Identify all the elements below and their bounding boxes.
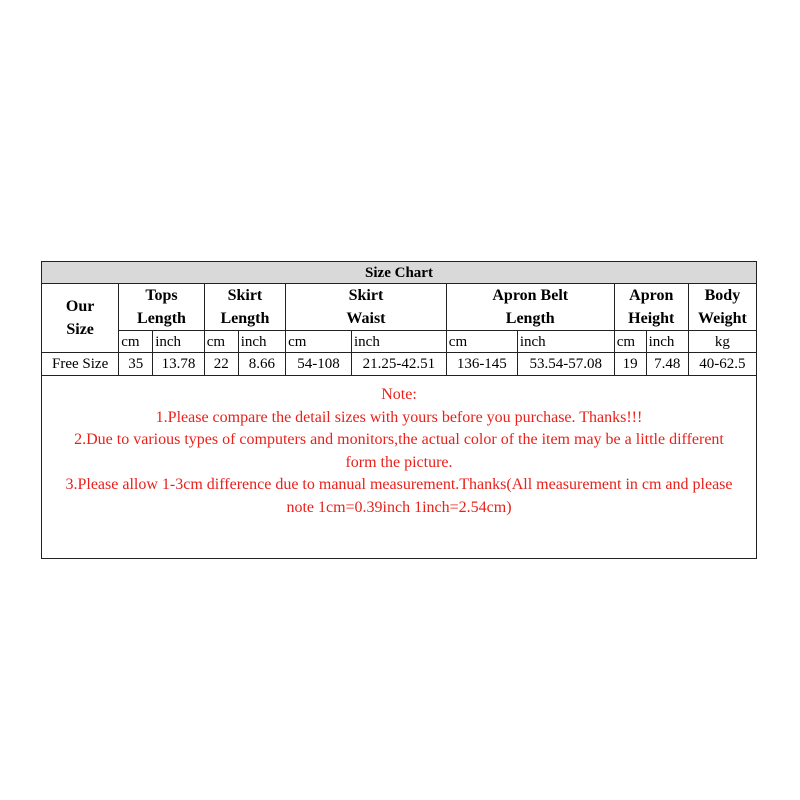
cell-skirt-waist-inch: 21.25-42.51 [352,353,447,376]
header-body-weight-line1: Body [704,287,741,304]
unit-inch: inch [238,331,285,353]
note-line-2: 2.Due to various types of computers and monitors,the actual color of the item may be a little different [74,431,724,449]
unit-cm: cm [204,331,238,353]
unit-kg: kg [688,331,756,353]
cell-skirt-waist-cm: 54-108 [286,353,352,376]
cell-body-weight-kg: 40-62.5 [688,353,756,376]
cell-tops-cm: 35 [119,353,153,376]
cell-apron-belt-inch: 53.54-57.08 [517,353,614,376]
size-chart-title: Size Chart [42,262,757,284]
cell-apron-height-inch: 7.48 [646,353,688,376]
unit-inch: inch [352,331,447,353]
note-line-4: 3.Please allow 1-3cm difference due to manual measurement.Thanks(All measurement in cm and please [65,476,733,494]
header-apron-belt-length-line1: Apron Belt [492,287,569,304]
unit-inch: inch [153,331,205,353]
unit-cm: cm [286,331,352,353]
cell-skirt-length-cm: 22 [204,353,238,376]
header-skirt-waist [286,284,447,331]
unit-cm: cm [446,331,517,353]
header-apron-height [614,284,688,331]
header-skirt-length [204,284,285,331]
unit-cm: cm [614,331,646,353]
header-skirt-length-line2: Length [220,310,270,327]
header-apron-height-line2: Height [628,310,675,327]
cell-skirt-length-inch: 8.66 [238,353,285,376]
size-chart-table [41,261,757,559]
note-line-5: note 1cm=0.39inch 1inch=2.54cm) [286,498,512,516]
table-row [42,353,757,376]
header-tops-length [119,284,204,331]
header-apron-belt-length [446,284,614,331]
note-line-1: 1.Please compare the detail sizes with yours before you purchase. Thanks!!! [155,408,643,426]
header-tops-length-line1: Tops [145,287,178,304]
header-apron-height-line1: Apron [629,287,674,304]
header-apron-belt-length-line2: Length [505,310,555,327]
header-our-size [42,284,119,353]
unit-cm: cm [119,331,153,353]
note-line-3: form the picture. [345,453,453,471]
unit-inch: inch [517,331,614,353]
note-block [42,376,757,559]
header-our-size-line1: Our [65,298,95,315]
header-skirt-waist-line2: Waist [346,310,386,327]
header-skirt-length-line1: Skirt [227,287,263,304]
cell-apron-belt-cm: 136-145 [446,353,517,376]
unit-inch: inch [646,331,688,353]
cell-tops-inch: 13.78 [153,353,205,376]
header-body-weight [688,284,756,331]
note-heading: Note: [381,386,417,403]
header-tops-length-line2: Length [137,310,186,327]
header-body-weight-line2: Weight [697,310,747,327]
header-our-size-line2: Size [66,321,94,338]
cell-apron-height-cm: 19 [614,353,646,376]
cell-size: Free Size [42,353,119,376]
header-skirt-waist-line1: Skirt [348,287,384,304]
